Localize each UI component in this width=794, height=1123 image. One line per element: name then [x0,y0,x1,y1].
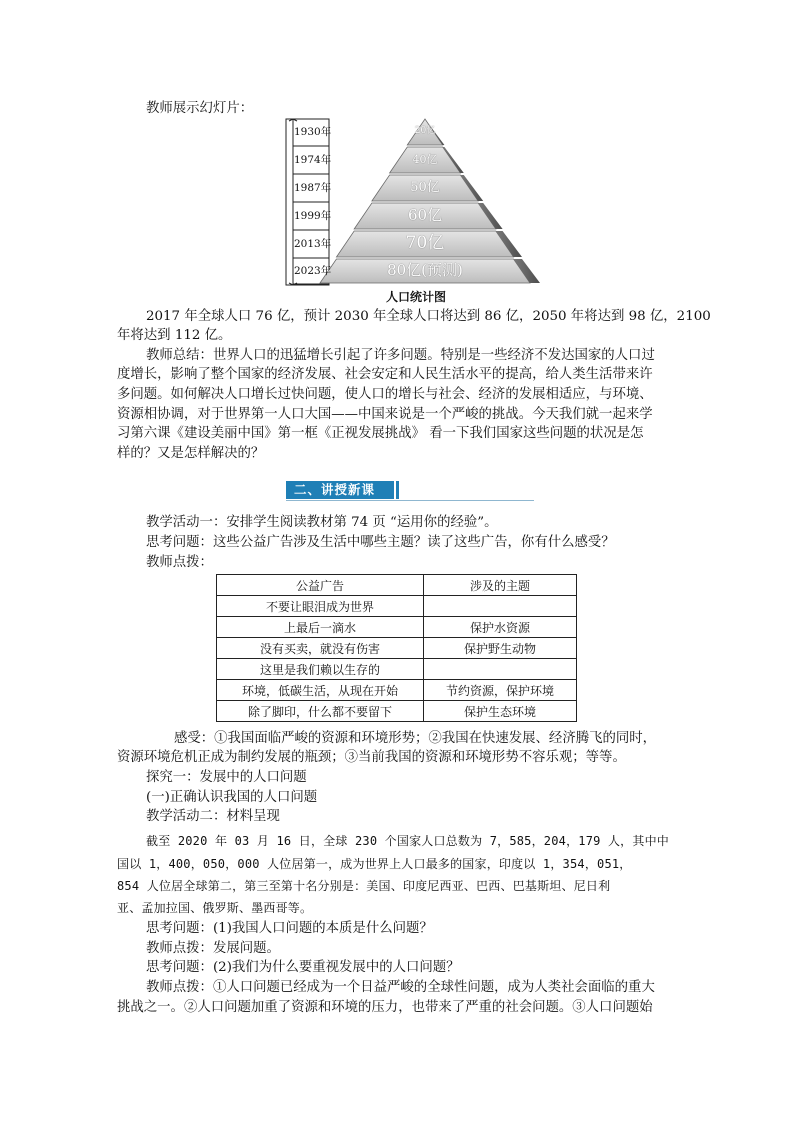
pyramid-value-label: 60亿 [407,206,443,225]
feeling-text: 感受：①我国面临严峻的资源和环境形势；②我国在快速发展、经济腾飞的同时， [174,731,657,746]
table-cell: 环境，低碳生活，从现在开始 [217,680,424,701]
pyramid-value-label: 80亿(预测) [387,261,463,280]
pyramid-year-label: 1987年 [294,182,332,194]
paragraph-text: 2017 年全球人口 76 亿，预计 2030 年全球人口将达到 86 亿，2050 年将达到 98 亿，2100 [146,309,711,324]
material-text: 854 人位居全球第二，第三至第十名分别是：美国、印度尼西亚、巴西、巴基斯坦、尼日利 [117,879,611,893]
answer-text: 教师点拨：发展问题。 [146,941,280,956]
pyramid-value-label: 40亿 [412,152,438,166]
table-header-cell: 公益广告 [217,575,424,596]
ad-theme-table [216,574,577,722]
table-cell [424,596,577,617]
material-text: 亚、孟加拉国、俄罗斯、墨西哥等。 [117,901,313,915]
material-text: 截至 2020 年 03 月 16 日，全球 230 个国家人口总数为 7，585，204，179 人，其中中 [146,834,669,848]
question-text: 思考问题：(1)我国人口问题的本质是什么问题？ [146,921,433,936]
table-cell: 节约资源，保护环境 [424,680,577,701]
table-row [217,596,577,617]
table-cell: 没有买卖，就没有伤害 [217,638,424,659]
table-cell: 这里是我们赖以生存的 [217,659,424,680]
table-header-row [217,575,577,596]
table-cell: 除了脚印，什么都不要留下 [217,701,424,722]
table-cell [424,659,577,680]
table-row [217,659,577,680]
pyramid-year-label: 2013年 [294,238,332,250]
paragraph-text: 样的？又是怎样解决的？ [117,446,265,461]
question-text: 思考问题：这些公益广告涉及生活中哪些主题？读了这些广告，你有什么感受？ [146,535,615,550]
section-heading: 二、讲授新课 [286,481,394,499]
slide-intro-label: 教师展示幻灯片： [146,101,254,116]
explore-subheading: (一)正确认识我国的人口问题 [146,790,318,805]
pyramid-year-label: 1999年 [294,210,332,222]
table-row [217,701,577,722]
paragraph-text: 多问题。如何解决人口增长过快问题，使人口的增长与社会、经济的发展相适应，与环境、 [117,387,653,402]
table-row [217,680,577,701]
question-text: 思考问题：(2)我们为什么要重视发展中的人口问题？ [146,960,460,975]
activity-text: 教学活动一：安排学生阅读教材第 74 页 “运用你的经验”。 [146,515,498,530]
pyramid-year-label: 2023年 [294,265,332,277]
activity-text: 教学活动二：材料呈现 [146,809,280,824]
answer-text: 挑战之一。②人口问题加重了资源和环境的压力，也带来了严重的社会问题。③人口问题始 [117,1000,653,1015]
paragraph-text: 度增长，影响了整个国家的经济发展、社会安定和人民生活水平的提高，给人类生活带来许 [117,367,653,382]
table-cell: 上最后一滴水 [217,617,424,638]
figure-caption: 人口统计图 [386,290,447,304]
answer-text: 教师点拨：①人口问题已经成为一个日益严峻的全球性问题，成为人类社会面临的重大 [146,980,655,995]
table-row [217,638,577,659]
paragraph-text: 教师总结：世界人口的迅猛增长引起了许多问题。特别是一些经济不发达国家的人口过 [146,348,655,363]
paragraph-text: 年将达到 112 亿。 [117,328,232,343]
table-cell: 保护野生动物 [424,638,577,659]
table-cell: 不要让眼泪成为世界 [217,596,424,617]
pyramid-value-label: 20亿 [414,126,436,137]
population-pyramid-figure [285,118,540,288]
paragraph-text: 习第六课《建设美丽中国》第一框《正视发展挑战》 看一下我们国家这些问题的状况是怎 [117,426,644,441]
pyramid-value-label: 50亿 [410,179,440,195]
table-row [217,617,577,638]
table-header-cell: 涉及的主题 [424,575,577,596]
pyramid-year-label: 1930年 [294,126,332,138]
hint-label: 教师点拨： [146,555,213,570]
feeling-text: 资源环境危机正成为制约发展的瓶颈；③当前我国的资源和环境形势不容乐观；等等。 [117,750,626,765]
section-divider [286,500,534,501]
pyramid-year-label: 1974年 [294,154,332,166]
explore-heading: 探究一：发展中的人口问题 [146,770,307,785]
table-cell: 保护水资源 [424,617,577,638]
material-text: 国以 1，400，050，000 人位居第一，成为世界上人口最多的国家，印度以 1，354，051， [117,857,632,871]
pyramid-value-label: 70亿 [405,232,445,253]
section-heading-bar [396,481,399,499]
table-cell: 保护生态环境 [424,701,577,722]
paragraph-text: 资源相协调，对于世界第一人口大国——中国来说是一个严峻的挑战。今天我们就一起来学 [117,407,653,422]
